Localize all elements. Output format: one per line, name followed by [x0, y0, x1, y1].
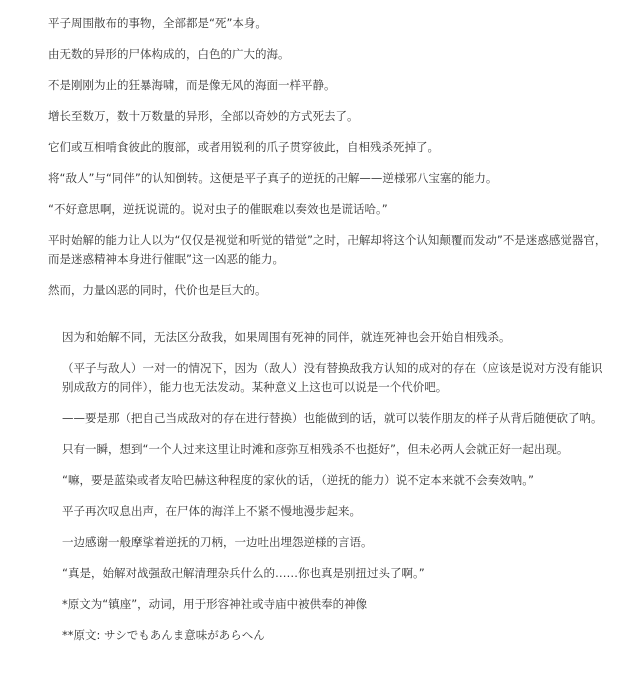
paragraph: 平子周围散布的事物，全部都是“死”本身。 — [48, 16, 267, 30]
paragraph: 然而，力量凶恶的同时，代价也是巨大的。 — [48, 283, 267, 297]
paragraph: 它们或互相啃食彼此的腹部，或者用锐利的爪子贯穿彼此，自相残杀死掉了。 — [48, 140, 439, 154]
paragraph: 将“敌人”与“同伴”的认知倒转。这便是平子真子的逆抚的卍解——逆様邪八宝塞的能力。 — [48, 171, 498, 185]
paragraph: 平子再次叹息出声，在尸体的海洋上不紧不慢地漫步起来。 — [62, 504, 361, 518]
paragraph: 不是刚刚为止的狂暴海啸，而是像无风的海面一样平静。 — [48, 78, 336, 92]
paragraph: 只有一瞬，想到“一个人过来这里让时滩和彦弥互相残杀不也挺好”，但未必两人会就正好一起出现。 — [62, 442, 569, 456]
paragraph: 平时始解的能力让人以为“仅仅是视觉和听觉的错觉”之时，卍解却将这个认知颠覆而发动”不是迷惑感觉器官，而是迷惑精神本身进行催眠”这一凶恶的能力。 — [48, 233, 607, 266]
main-text-section — [48, 14, 608, 312]
bottom-fade — [0, 690, 620, 700]
paragraph: “真是，始解对战强敌卍解清理杂兵什么的……你也真是别扭过头了啊。” — [62, 566, 425, 580]
footnote: *原文为“镇座”，动词，用于形容神社或寺庙中被供奉的神像 — [62, 597, 368, 611]
paragraph: 由无数的异形的尸体构成的，白色的广大的海。 — [48, 47, 290, 61]
paragraph: （平子与敌人）一对一的情况下，因为（敌人）没有替换敌我方认知的成对的存在（应该是说对方没有能识别成敌方的同伴），能力也无法发动。某种意义上这也可以说是一个代价吧。 — [62, 361, 603, 394]
paragraph: “不好意思啊，逆抚说谎的。说对虫子的催眠难以奏效也是谎话哈。” — [48, 202, 388, 216]
paragraph: 一边感谢一般摩挲着逆抚的刀柄，一边吐出埋怨逆様的言语。 — [62, 535, 373, 549]
paragraph: 因为和始解不同，无法区分敌我，如果周围有死神的同伴，就连死神也会开始自相残杀。 — [62, 330, 511, 344]
footnote: **原文: サシでもあんま意味があらへん — [62, 628, 265, 642]
paragraph: “嘛，要是蓝染或者友哈巴赫这种程度的家伙的话，（逆抚的能力）说不定本来就不会奏效呐。” — [62, 473, 534, 487]
paragraph: ——要是那（把自己当成敌对的存在进行替换）也能做到的话，就可以装作朋友的样子从背后随便砍了呐。 — [62, 411, 603, 425]
indented-text-section — [62, 328, 612, 657]
paragraph: 增长至数万，数十万数量的异形，全部以奇妙的方式死去了。 — [48, 109, 359, 123]
